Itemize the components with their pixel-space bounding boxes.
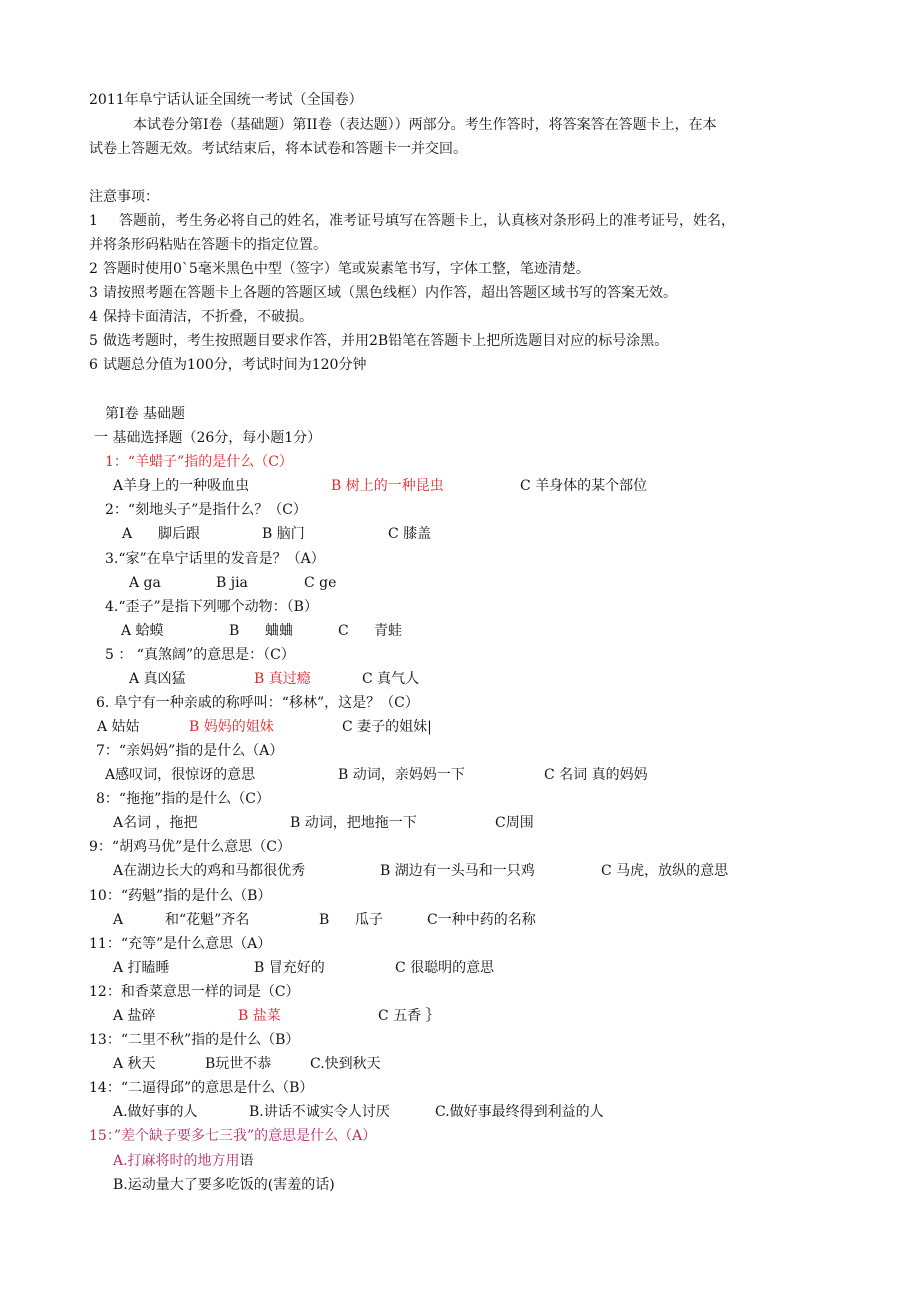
question-text: 10：“药魁”指的是什么（B） <box>89 888 272 904</box>
section-title: 第I卷 基础题 <box>105 406 185 422</box>
option-a-text: 和“花魁”齐名 <box>165 912 250 928</box>
doc-title: 2011年阜宁话认证全国统一考试（全国卷） <box>89 92 363 108</box>
option-c: C 真气人 <box>362 671 420 687</box>
options-row <box>0 715 920 739</box>
question-text: 5 ： “真煞阔”的意思是：（C） <box>105 647 295 663</box>
intro-line-2: 试卷上答题无效。考试结束后，将本试卷和答题卡一并交回。 <box>89 141 467 157</box>
option-c: C 五香 ｝ <box>378 1008 440 1024</box>
option-b: B 树上的一种昆虫 <box>331 478 444 494</box>
option-b: B 动词，亲妈妈一下 <box>338 767 465 783</box>
option-a: A在湖边长大的鸡和马都很优秀 <box>113 863 306 879</box>
option-c: C ge <box>304 575 337 591</box>
question-text: 15：”差个缺子要多七三我”的意思是什么（A） <box>89 1128 377 1144</box>
option-b-text: 瓜子 <box>355 912 383 928</box>
option-a: A名词 ，拖把 <box>113 815 198 831</box>
question-text: 7：“亲妈妈”指的是什么（A） <box>96 743 284 759</box>
option-c: C 羊身体的某个部位 <box>520 478 648 494</box>
option-b-text: 蛐蛐 <box>265 623 293 639</box>
option-b: B 妈妈的姐妹 <box>189 719 274 735</box>
question-text: 6. 阜宁有一种亲戚的称呼叫：“移林”，这是？（C） <box>96 695 419 711</box>
note-text: 答题时使用0`5毫米黑色中型（签字）笔或炭素笔书写，字体工整，笔迹清楚。 <box>103 261 590 277</box>
intro-line-1: 本试卷分第I卷（基础题）第II卷（表达题））两部分。考生作答时，将答案答在答题卡上，在本 <box>133 117 717 133</box>
option-b: B 湖边有一头马和一只鸡 <box>380 863 535 879</box>
options-row <box>0 811 920 835</box>
option-b: B <box>319 912 330 928</box>
option-b: B.讲话不诚实令人讨厌 <box>249 1104 390 1120</box>
options-row <box>0 619 920 643</box>
question-text: 13：“二里不秋”指的是什么（B） <box>89 1032 300 1048</box>
option-a-row <box>113 1149 254 1173</box>
option-a: A 打瞌睡 <box>113 960 170 976</box>
note-text: 保持卡面清洁，不折叠，不破损。 <box>103 309 313 325</box>
note-item <box>89 305 909 329</box>
option-b: B.运动量大了要多吃饭的(害羞的话) <box>113 1177 335 1193</box>
note-number: 6 <box>89 357 98 373</box>
options-row <box>0 1004 920 1028</box>
note-text: 请按照考题在答题卡上各题的答题区域（黑色线框）内作答，超出答题区域书写的答案无效。 <box>103 285 677 301</box>
question-text: 1：“羊蜡子”指的是什么（C） <box>105 454 293 470</box>
notes-heading: 注意事项： <box>89 189 159 205</box>
note-text: 试题总分值为100分，考试时间为120分钟 <box>103 357 367 373</box>
note-text-continued: 并将条形码粘贴在答题卡的指定位置。 <box>89 237 327 253</box>
question-text: 2：“刻地头子”是指什么？（C） <box>105 502 307 518</box>
note-number: 3 <box>89 285 98 301</box>
part-title: 一 基础选择题（26分，每小题1分） <box>94 430 322 446</box>
option-c-text: 青蛙 <box>374 623 402 639</box>
question-text: 12：和香菜意思一样的词是（C） <box>89 984 300 1000</box>
note-item <box>89 257 909 281</box>
option-a: A感叹词，很惊讶的意思 <box>105 767 256 783</box>
option-a: A.打麻将时的地方用 <box>113 1153 240 1169</box>
option-b: B jia <box>216 575 248 591</box>
note-number: 1 <box>89 213 98 229</box>
options-row <box>0 956 920 980</box>
option-a: A 姑姑 <box>97 719 140 735</box>
option-a: A <box>113 912 124 928</box>
option-a: A.做好事的人 <box>113 1104 198 1120</box>
option-c: C.快到秋天 <box>310 1056 381 1072</box>
option-a: A 蛤蟆 <box>121 623 164 639</box>
options-row <box>0 908 920 932</box>
option-a: A <box>122 526 133 542</box>
note-item <box>89 329 909 353</box>
note-item <box>89 209 909 233</box>
option-b: B <box>229 623 240 639</box>
note-item <box>89 353 909 377</box>
note-number: 2 <box>89 261 98 277</box>
option-c: C 膝盖 <box>388 526 432 542</box>
question-text: 14：“二逼得邱”的意思是什么（B） <box>89 1080 314 1096</box>
options-row <box>0 474 920 498</box>
question-text: 9：“胡鸡马优”是什么意思（C） <box>89 839 291 855</box>
note-text: 答题前，考生务必将自己的姓名，准考证号填写在答题卡上，认真核对条形码上的准考证号，姓名， <box>119 213 735 229</box>
option-b: B 冒充好的 <box>254 960 325 976</box>
question-text: 11：“充等”是什么意思（A） <box>89 936 272 952</box>
options-row <box>0 763 920 787</box>
question-text: 4.“歪子”是指下列哪个动物：（B） <box>105 599 318 615</box>
option-b: B玩世不恭 <box>205 1056 272 1072</box>
options-row <box>0 522 920 546</box>
option-c: C.做好事最终得到利益的人 <box>435 1104 604 1120</box>
option-c: C <box>338 623 349 639</box>
options-row <box>0 1100 920 1124</box>
option-a: A ga <box>129 575 161 591</box>
option-c: C周围 <box>495 815 534 831</box>
note-number: 5 <box>89 333 98 349</box>
option-c: C 马虎，放纵的意思 <box>601 863 729 879</box>
option-b: B 盐菜 <box>238 1008 281 1024</box>
note-item <box>89 281 909 305</box>
option-c: C 妻子的姐妹| <box>342 719 432 735</box>
option-b: B 脑门 <box>262 526 305 542</box>
question-text: 8：“拖拖”指的是什么（C） <box>96 791 270 807</box>
option-c: C 很聪明的意思 <box>395 960 495 976</box>
note-number: 4 <box>89 309 98 325</box>
option-a: A 秋天 <box>113 1056 156 1072</box>
option-a: A羊身上的一种吸血虫 <box>113 478 250 494</box>
option-b: B 动词，把地拖一下 <box>290 815 417 831</box>
options-row <box>0 1052 920 1076</box>
option-c: C 名词 真的妈妈 <box>544 767 648 783</box>
question-text: 3.“家”在阜宁话里的发音是？（A） <box>105 551 325 567</box>
options-row <box>0 667 920 691</box>
option-b: B 真过瘾 <box>254 671 311 687</box>
option-a-suffix: 语 <box>239 1153 254 1169</box>
option-c: C一种中药的名称 <box>427 912 536 928</box>
option-a: A 盐碎 <box>113 1008 156 1024</box>
option-a: A 真凶猛 <box>129 671 186 687</box>
note-text: 做选考题时，考生按照题目要求作答，并用2B铅笔在答题卡上把所选题目对应的标号涂黑。 <box>103 333 669 349</box>
options-row <box>0 571 920 595</box>
option-a-text: 脚后跟 <box>158 526 200 542</box>
options-row <box>0 859 920 883</box>
